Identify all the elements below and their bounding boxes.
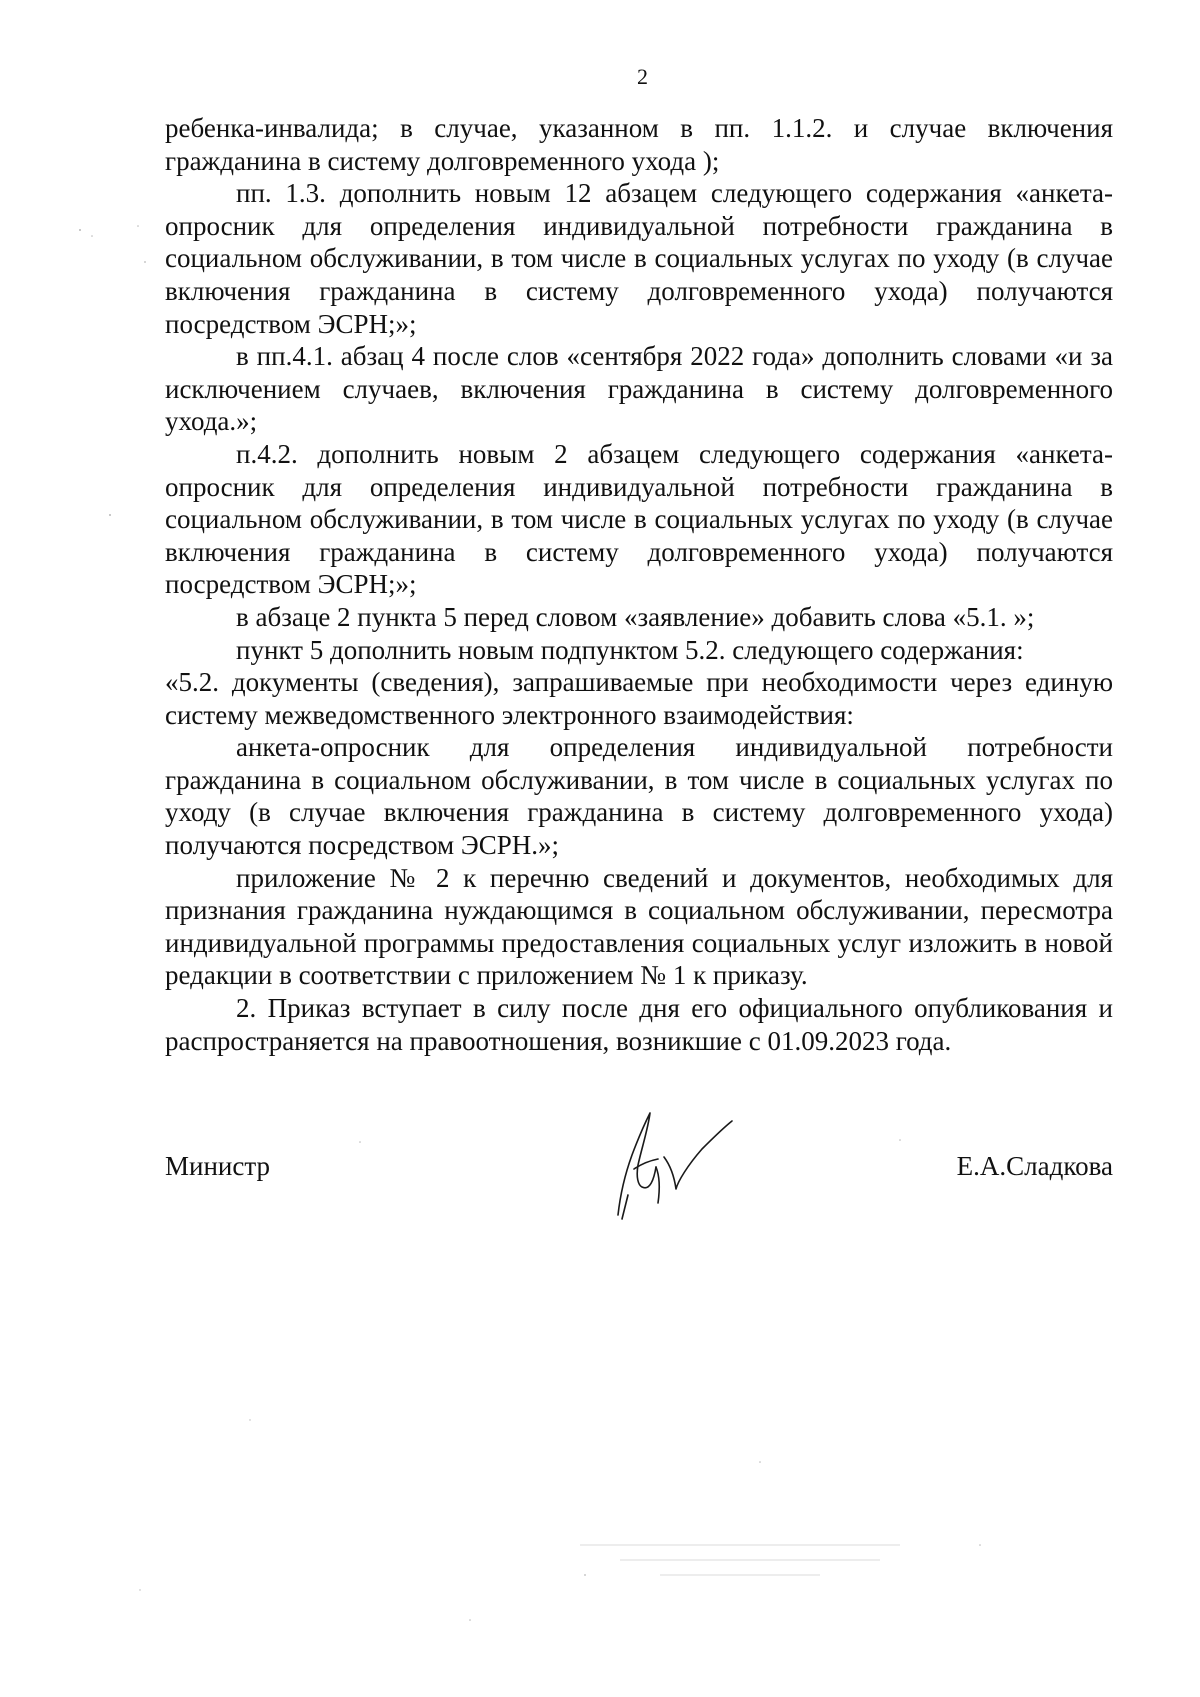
paragraph-5-2-quote: «5.2. документы (сведения), запрашиваемые при необходимости через единую систему межведомственного электронного взаимодействия: — [165, 667, 1113, 730]
signatory-title: Министр — [165, 1151, 270, 1181]
page-number: 2 — [637, 64, 648, 89]
paragraph-anketa: анкета-опросник для определения индивидуальной потребности гражданина в социальном обслуживании, в том числе в социальных услугах по уходу (в случае включения гражданина в систему долговременного ухода) получаются посредством ЭСРН.»; — [165, 732, 1113, 861]
paragraph-pp-4-1: в пп.4.1. абзац 4 после слов «сентября 2022 года» дополнить словами «и за исключением случаев, включения гражданина в систему долговременного ухода.»; — [165, 341, 1113, 437]
paragraph-point-5-abzac-2: в абзаце 2 пункта 5 перед словом «заявление» добавить слова «5.1. »; — [236, 601, 1035, 632]
paragraph-point-5-addition: пункт 5 дополнить новым подпунктом 5.2. следующего содержания: — [236, 634, 1024, 665]
paragraph-appendix-2: приложение № 2 к перечню сведений и документов, необходимых для признания гражданина нуждающимся в социальном обслуживании, пересмотра индивидуальной программы предоставления социальных услуг изложить в новой редакции в соответствии с приложением № 1 к приказу. — [165, 862, 1113, 991]
paragraph-pp-1-3: пп. 1.3. дополнить новым 12 абзацем следующего содержания «анкета-опросник для определения индивидуальной потребности гражданина в социальном обслуживании, в том числе в социальных услугах по уходу (в случае включения гражданина в систему долговременного ухода) получаются посредством ЭСРН;»; — [165, 178, 1113, 339]
paragraph-p-4-2: п.4.2. дополнить новым 2 абзацем следующего содержания «анкета-опросник для определения индивидуальной потребности гражданина в социальном обслуживании, в том числе в социальных услугах по уходу (в случае включения гражданина в систему долговременного ухода) получаются посредством ЭСРН;»; — [165, 438, 1113, 600]
handwritten-signature — [598, 1107, 738, 1222]
paragraph-continuation: ребенка-инвалида; в случае, указанном в пп. 1.1.2. и случае включения гражданина в систему долговременного ухода ); — [165, 113, 1113, 176]
document-body — [165, 112, 1113, 1057]
signatory-name: Е.А.Сладкова — [956, 1151, 1113, 1181]
paragraph-effective-date: 2. Приказ вступает в силу после дня его официального опубликования и распространяется на правоотношения, возникшие с 01.09.2023 года. — [165, 993, 1113, 1056]
